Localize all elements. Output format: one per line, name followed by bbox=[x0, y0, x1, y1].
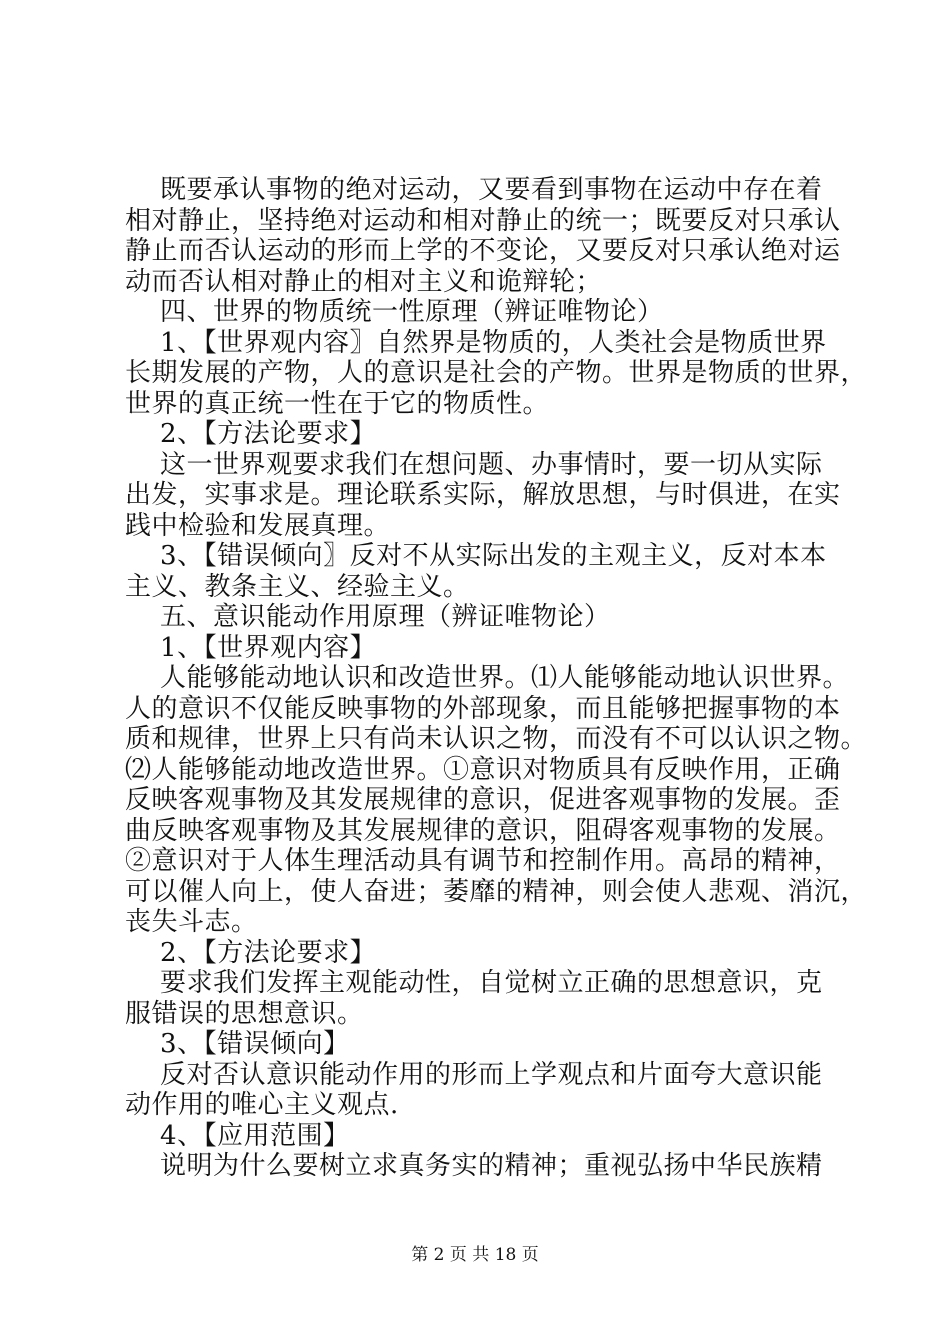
text-line: 人的意识不仅能反映事物的外部现象，而且能够把握事物的本 bbox=[125, 693, 841, 724]
text-line: 既要承认事物的绝对运动，又要看到事物在运动中存在着 bbox=[125, 175, 823, 205]
text-line: 说明为什么要树立求真务实的精神；重视弘扬中华民族精 bbox=[125, 1151, 823, 1181]
text-line: 世界的真正统一性在于它的物质性。 bbox=[125, 388, 550, 419]
text-line: 1、【世界观内容〗自然界是物质的，人类社会是物质世界 bbox=[125, 327, 827, 358]
text-line: 3、【错误倾向〗反对不从实际出发的主观主义，反对本本 bbox=[125, 541, 827, 571]
text-line: 可以催人向上，使人奋进；萎靡的精神，则会使人悲观、消沉， bbox=[125, 876, 868, 907]
text-line: 动而否认相对静止的相对主义和诡辩轮； bbox=[125, 266, 603, 297]
text-line: 践中检验和发展真理。 bbox=[125, 510, 391, 541]
text-line: 相对静止，坚持绝对运动和相对静止的统一；既要反对只承认 bbox=[125, 205, 841, 236]
text-line: 服错误的思想意识。 bbox=[125, 998, 364, 1029]
text-line: 反对否认意识能动作用的形而上学观点和片面夸大意识能 bbox=[125, 1059, 823, 1090]
section-heading: 五、意识能动作用原理（辨证唯物论） bbox=[125, 602, 611, 632]
subheading: 1、【世界观内容】 bbox=[125, 632, 377, 663]
text-line: 长期发展的产物，人的意识是社会的产物。世界是物质的世界， bbox=[125, 358, 868, 388]
text-line: 主义、教条主义、经验主义。 bbox=[125, 571, 470, 602]
text-line: 人能够能动地认识和改造世界。⑴人能够能动地认识世界。 bbox=[125, 663, 850, 693]
document-body bbox=[125, 175, 868, 1182]
section-heading: 四、世界的物质统一性原理（辨证唯物论） bbox=[125, 297, 664, 327]
text-line: 反映客观事物及其发展规律的意识，促进客观事物的发展。歪 bbox=[125, 785, 841, 815]
text-line: ⑵人能够能动地改造世界。①意识对物质具有反映作用，正确 bbox=[125, 754, 841, 785]
text-line: 动作用的唯心主义观点. bbox=[125, 1090, 399, 1120]
page-number: 第 2 页 共 18 页 bbox=[411, 1245, 539, 1265]
text-line: 丧失斗志。 bbox=[125, 907, 258, 937]
subheading: 3、【错误倾向】 bbox=[125, 1029, 350, 1059]
text-line: 这一世界观要求我们在想问题、办事情时，要一切从实际 bbox=[125, 449, 823, 480]
subheading: 2、【方法论要求】 bbox=[125, 937, 377, 968]
subheading: 2、【方法论要求】 bbox=[125, 419, 377, 449]
text-line: 静止而否认运动的形而上学的不变论，又要反对只承认绝对运 bbox=[125, 236, 841, 266]
text-line: ②意识对于人体生理活动具有调节和控制作用。高昂的精神， bbox=[125, 846, 841, 876]
text-line: 要求我们发挥主观能动性，自觉树立正确的思想意识，克 bbox=[125, 968, 823, 998]
text-line: 曲反映客观事物及其发展规律的意识，阻碍客观事物的发展。 bbox=[125, 815, 841, 846]
subheading: 4、【应用范围】 bbox=[125, 1120, 350, 1151]
text-line: 质和规律，世界上只有尚未认识之物，而没有不可以认识之物。 bbox=[125, 724, 868, 754]
text-line: 出发，实事求是。理论联系实际，解放思想，与时俱进，在实 bbox=[125, 480, 841, 510]
